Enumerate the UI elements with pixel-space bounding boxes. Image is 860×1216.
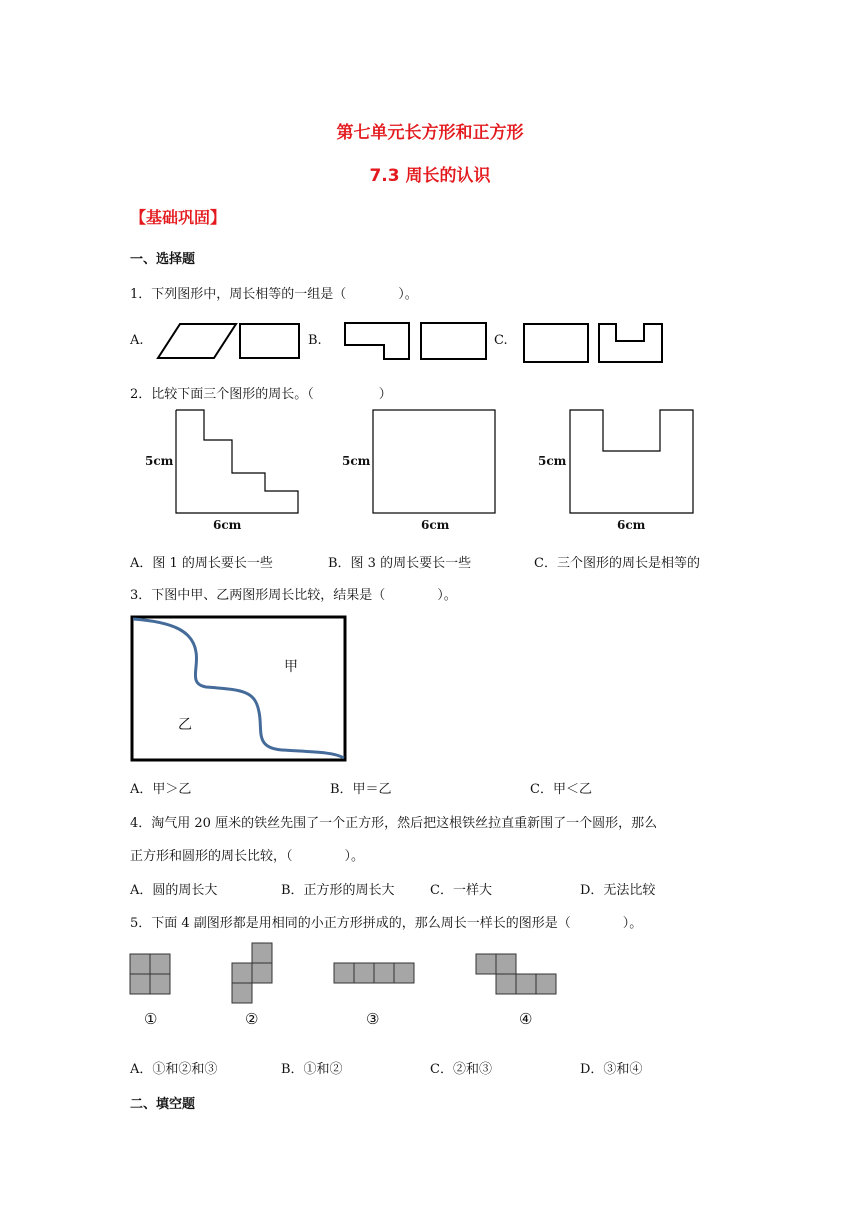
q3-option-c: C．甲＜乙: [530, 782, 592, 797]
q5-stem: 5．下面 4 副图形都是用相同的小正方形拼成的，那么周长一样长的图形是（ ）。: [130, 916, 643, 931]
q4-stem-line1: 4．淘气用 20 厘米的铁丝先围了一个正方形，然后把这根铁丝拉直重新围了一个圆形，那么: [130, 816, 658, 831]
q4-option-a: A．圆的周长大: [130, 883, 218, 898]
q4-option-d: D．无法比较: [580, 883, 656, 898]
q5-option-c: C．②和③: [430, 1062, 492, 1077]
q5-fig2-label: ②: [245, 1010, 259, 1028]
q2-option-c: C．三个图形的周长是相等的: [534, 556, 700, 571]
q1-option-a-label: A.: [130, 333, 144, 348]
q4-option-c: C．一样大: [430, 883, 492, 898]
q3-label-yi: 乙: [178, 717, 192, 733]
q1-stem: 1．下列图形中，周长相等的一组是（ ）。: [130, 287, 418, 302]
q5-fig3-label: ③: [366, 1010, 380, 1028]
q5-fig2-zigzag-block: [232, 943, 272, 1003]
unit-title: 第七单元长方形和正方形: [336, 123, 524, 143]
part1-heading: 一、选择题: [130, 252, 196, 267]
q2-fig1-width-label: 6cm: [213, 518, 242, 532]
q4-stem-line2: 正方形和圆形的周长比较，（ ）。: [130, 849, 365, 864]
q3-option-a: A．甲＞乙: [130, 782, 192, 797]
q2-fig3-width-label: 6cm: [617, 518, 646, 532]
q5-fig1-square-block: [130, 954, 170, 994]
q1-option-b-label: B.: [308, 333, 322, 348]
q4-option-b: B．正方形的周长大: [281, 883, 395, 898]
q2-fig1-height-label: 5cm: [145, 454, 174, 468]
q3-label-jia: 甲: [284, 659, 298, 675]
q5-option-a: A．①和②和③: [130, 1062, 218, 1077]
q5-fig3-line-block: [334, 963, 414, 983]
q1-option-c-label: C.: [494, 333, 508, 348]
section-label: 【基础巩固】: [130, 208, 227, 227]
q2-option-a: A．图 1 的周长要长一些: [130, 556, 273, 571]
q2-fig3-height-label: 5cm: [538, 454, 567, 468]
q3-option-b: B．甲＝乙: [330, 782, 392, 797]
q2-option-b: B．图 3 的周长要长一些: [328, 556, 472, 571]
q2-stem: 2．比较下面三个图形的周长。（ ）: [130, 387, 392, 402]
q2-fig2-width-label: 6cm: [421, 518, 450, 532]
q5-fig1-label: ①: [144, 1010, 158, 1028]
q5-option-b: B．①和②: [281, 1062, 343, 1077]
q5-option-d: D．③和④: [580, 1062, 643, 1077]
q3-stem: 3．下图中甲、乙两图形周长比较，结果是（ ）。: [130, 588, 457, 603]
part2-heading: 二、填空题: [130, 1097, 196, 1112]
lesson-title: 7.3 周长的认识: [369, 166, 491, 186]
q5-fig4-label: ④: [519, 1010, 533, 1028]
q2-fig2-height-label: 5cm: [342, 454, 371, 468]
q5-fig4-step-block: [476, 954, 556, 994]
